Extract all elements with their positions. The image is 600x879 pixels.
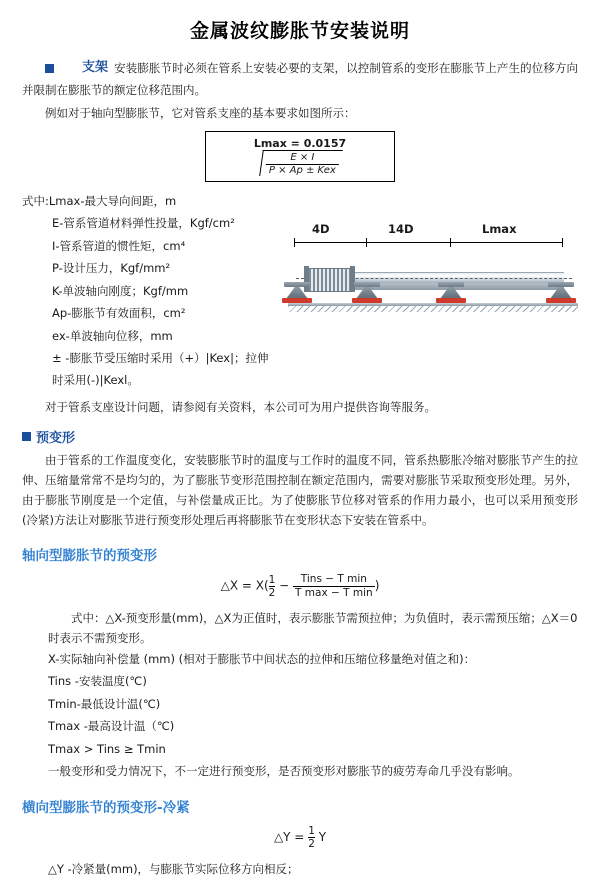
bellows-element — [308, 268, 352, 292]
list-item: P-设计压力，Kgf/mm² — [52, 261, 171, 276]
axial-formula-half: $\frac{1}{2}$ — [268, 573, 276, 600]
section-bullet-icon — [45, 64, 54, 73]
axial-formula-lhs: △X = X( — [220, 579, 269, 594]
list-item: Tmax > Tins ≥ Tmin — [48, 741, 166, 756]
lmax-formula-denominator: P × Ap ± Kex — [268, 164, 336, 176]
list-item: ± -膨胀节受压缩时采用（+）|Kex|；拉伸时采用(-)|Kexl。 — [52, 350, 269, 388]
list-item: 式中：△X-预变形量(mm)，△X为正值时，表示膨胀节需预拉伸；为负值时，表示需预压缩；△X＝0时表示不需预变形。 — [48, 610, 578, 645]
lateral-formula-lhs: △Y = — [273, 830, 305, 845]
list-item: Tmin-最低设计温(℃) — [48, 696, 161, 711]
lmax-formula-numerator: E × I — [266, 152, 339, 165]
support-intro-paragraph — [22, 57, 578, 100]
axial-formula-rhs: ) — [374, 579, 380, 594]
definition-column — [22, 188, 272, 394]
axial-definition-list — [22, 608, 578, 783]
list-item: ex-单波轴向位移，mm — [52, 328, 173, 343]
list-item: E-管系管道材料弹性投量，Kgf/cm² — [52, 216, 235, 231]
axial-formula-minus: − — [279, 579, 290, 594]
support-para1: 安装膨胀节时必须在管系上安装必要的支架，以控制管系的变形在膨胀节上产生的位移方向并限制在膨胀节的额定位移范围内。 — [22, 60, 578, 97]
dimension-labels — [278, 222, 578, 238]
drawing-column — [278, 188, 578, 330]
list-item: K-单波轴向刚度；Kgf/mm — [52, 283, 189, 298]
page-title: 金属波纹膨胀节安装说明 — [189, 20, 410, 42]
support-heading: 支架 — [82, 60, 109, 75]
support-para2: 例如对于轴向型膨胀节，它对管系支座的基本要求如图所示： — [45, 105, 356, 120]
list-item: Tmax -最高设计温（℃) — [48, 719, 175, 734]
lateral-formula-rhs: Y — [318, 830, 327, 845]
predeform-heading: 预变形 — [36, 430, 76, 446]
dimension-label-lmax: Lmax — [482, 222, 517, 236]
support-anchor-1 — [284, 282, 310, 304]
lmax-formula-lead: Lmax = 0.0157 — [253, 137, 347, 150]
support-body-row — [22, 188, 578, 394]
list-item: 一般变形和受力情况下，不一定进行预变形，是否预变形对膨胀节的疲劳寿命几乎没有影响。 — [48, 763, 520, 778]
square-root-icon — [259, 150, 343, 176]
dimension-label-4d: 4D — [312, 222, 330, 236]
axial-formula — [22, 573, 578, 599]
dimension-lines — [278, 238, 578, 248]
definition-list — [22, 190, 272, 392]
axial-formula-fraction: $\frac{\text{Tins − T min}}{\text{T max − T min}}$ — [295, 573, 373, 600]
support-closing-paragraph: 对于管系支座设计问题，请参阅有关资料，本公司可为用户提供咨询等服务。 — [45, 399, 436, 414]
list-item: X-实际轴向补偿量 (mm) (相对于膨胀节中间状态的拉伸和压缩位移量绝对值之和)： — [48, 651, 476, 666]
lateral-formula-half: $\frac{1}{2}$ — [308, 825, 315, 851]
list-item: 式中:Lmax-最大导向间距，m — [22, 194, 177, 208]
lateral-line1: △Y -冷紧量(mm)，与膨胀节实际位移方向相反； — [48, 861, 299, 876]
axial-subheading: 轴向型膨胀节的预变形 — [22, 548, 157, 565]
expansion-joint-diagram — [278, 222, 578, 330]
lateral-formula — [22, 825, 578, 850]
lateral-subheading: 横向型膨胀节的预变形-冷紧 — [22, 800, 190, 817]
lmax-formula — [205, 131, 395, 182]
support-anchor-3 — [438, 282, 464, 304]
section-bullet-icon — [22, 432, 31, 441]
pipe-assembly — [278, 250, 578, 312]
list-item: Ap-膨胀节有效面积，cm² — [52, 306, 186, 321]
predeform-heading-row — [22, 427, 578, 446]
support-anchor-4 — [548, 282, 574, 304]
support-anchor-2 — [354, 282, 380, 304]
ground-hatching — [288, 306, 578, 312]
dimension-label-14d: 14D — [388, 222, 414, 236]
predeform-para1: 由于管系的工作温度变化，安装膨胀节时的温度与工作时的温度不同，管系热膨胀冷缩对膨胀节产生的拉伸、压缩量常常不是均匀的，为了膨胀节变形范围控制在额定范围内，需要对膨胀节采取预变形处理。另外，由于膨胀节刚度是一个定值，与补偿量成正比。为了使膨胀节位移对管系的作用力最小，也可以采用预变形(冷紧)方法让对膨胀节进行预变形处理后再将膨胀节在变形状态下安装在管系中。 — [22, 452, 578, 528]
list-item: Tins -安装温度(℃) — [48, 674, 147, 689]
list-item: I-管系管道的惯性矩，cm⁴ — [52, 238, 186, 253]
